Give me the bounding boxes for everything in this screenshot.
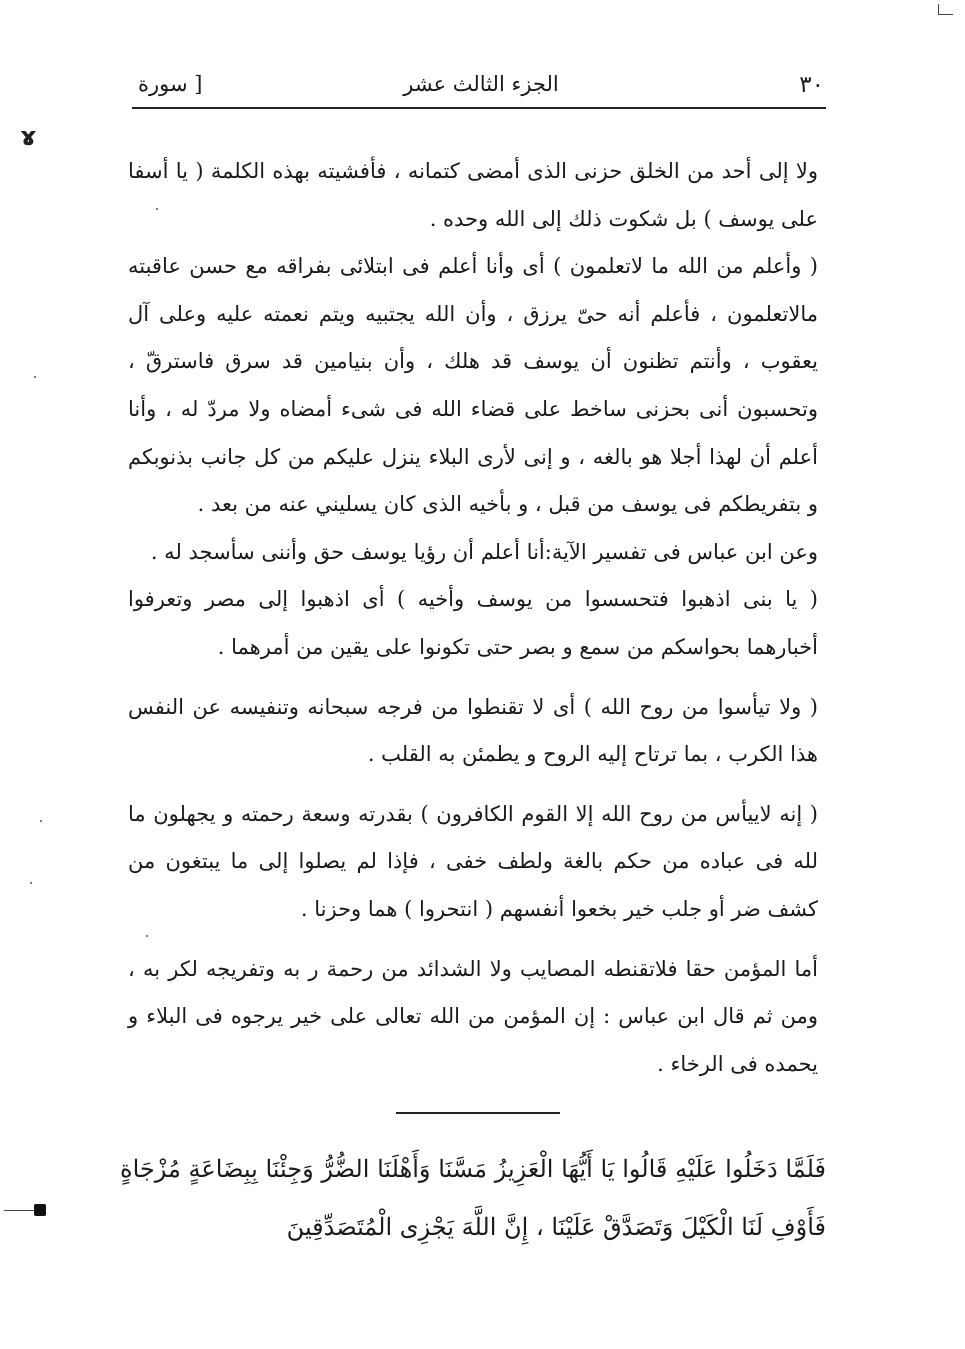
speck-icon [34, 376, 36, 378]
part-title: الجزء الثالث عشر [403, 72, 559, 96]
paragraph-2: ( وأعلم من الله ما لاتعلمون ) أى وأنا أعلم فى ابتلائى بفراقه مع حسن عاقبته مالاتعلمون ، فأعلم أنه حىّ يرزق ، وأن الله يجتبيه ويتم نعمته عليه وعلى آل يعقوب ، وأنتم تظنون أن يوسف قد هلك ، وأن بنيامين قد سرق فاسترقّ ، وتحسبون أنى بحزنى ساخط على قضاء الله فى شىء أمضاه ولا مردّ له ، وأنا أعلم أن لهذا أجلا هو بالغه ، و إنى لأرى البلاء ينزل عليكم من كل جانب بذنوبكم و بتفريطكم فى يوسف من قبل ، و بأخيه الذى كان يسليني عنه من بعد . [128, 254, 818, 517]
paragraph-5: ( ولا تيأسوا من روح الله ) أى لا تقنطوا من فرجه سبحانه وتنفيسه عن النفس هذا الكرب ، بما ترتاح إليه الروح و يطمئن به القلب . [128, 694, 818, 767]
paragraph-3: وعن ابن عباس فى تفسير الآية:أنا أعلم أن رؤيا يوسف حق وأننى سأسجد له . [150, 539, 818, 564]
paragraph-1: ولا إلى أحد من الخلق حزنى الذى أمضى كتمانه ، فأفشيته بهذه الكلمة ( يا أسفا على يوسف ) بل شكوت ذلك إلى الله وحده . [128, 159, 818, 231]
speck-icon [40, 820, 42, 822]
paragraph-6: ( إنه لاييأس من روح الله إلا القوم الكافرون ) بقدرته وسعة رحمته و يجهلون ما لله فى عباده من حكم بالغة ولطف خفى ، فإذا لم يصلوا إلى ما يبتغون من كشف ضر أو جلب خير بخعوا أنفسهم ( انتحروا ) هما وحزنا . [128, 801, 818, 921]
margin-line-icon [4, 1210, 34, 1211]
surah-label: [ سورة [138, 72, 203, 96]
page-header [138, 66, 824, 106]
speck-icon [156, 208, 158, 210]
page-number: ٣٠ [799, 72, 824, 98]
speck-icon [30, 882, 32, 884]
speck-icon [146, 935, 148, 937]
commentary-body [128, 148, 818, 1088]
header-rule [132, 107, 826, 109]
paragraph-4: ( يا بنى اذهبوا فتحسسوا من يوسف وأخيه ) أى اذهبوا إلى مصر وتعرفوا أخبارهما بحواسكم من سمع و بصر حتى تكونوا على يقين من أمرهما . [128, 587, 818, 659]
margin-mark-icon: ɤ [20, 122, 37, 152]
quran-verse: فَلَمَّا دَخَلُوا عَلَيْهِ قَالُوا يَا أَيُّهَا الْعَزِيزُ مَسَّنَا وَأَهْلَنَا الضُّرُّ وَجِئْنَا بِبِضَاعَةٍ مُزْجَاةٍ فَأَوْفِ لَنَا الْكَيْلَ وَتَصَدَّقْ عَلَيْنَا ، إِنَّ اللَّهَ يَجْزِى الْمُتَصَدِّقِينَ [120, 1155, 826, 1241]
margin-dot-icon [34, 1204, 46, 1216]
section-separator [396, 1112, 560, 1114]
corner-mark-icon [938, 4, 953, 15]
paragraph-7: أما المؤمن حقا فلاتقنطه المصايب ولا الشدائد من رحمة ر به وتفريجه لكر به ، ومن ثم قال ابن عباس : إن المؤمن من الله تعالى على خير يرجوه فى البلاء و يحمده فى الرخاء . [128, 956, 818, 1076]
